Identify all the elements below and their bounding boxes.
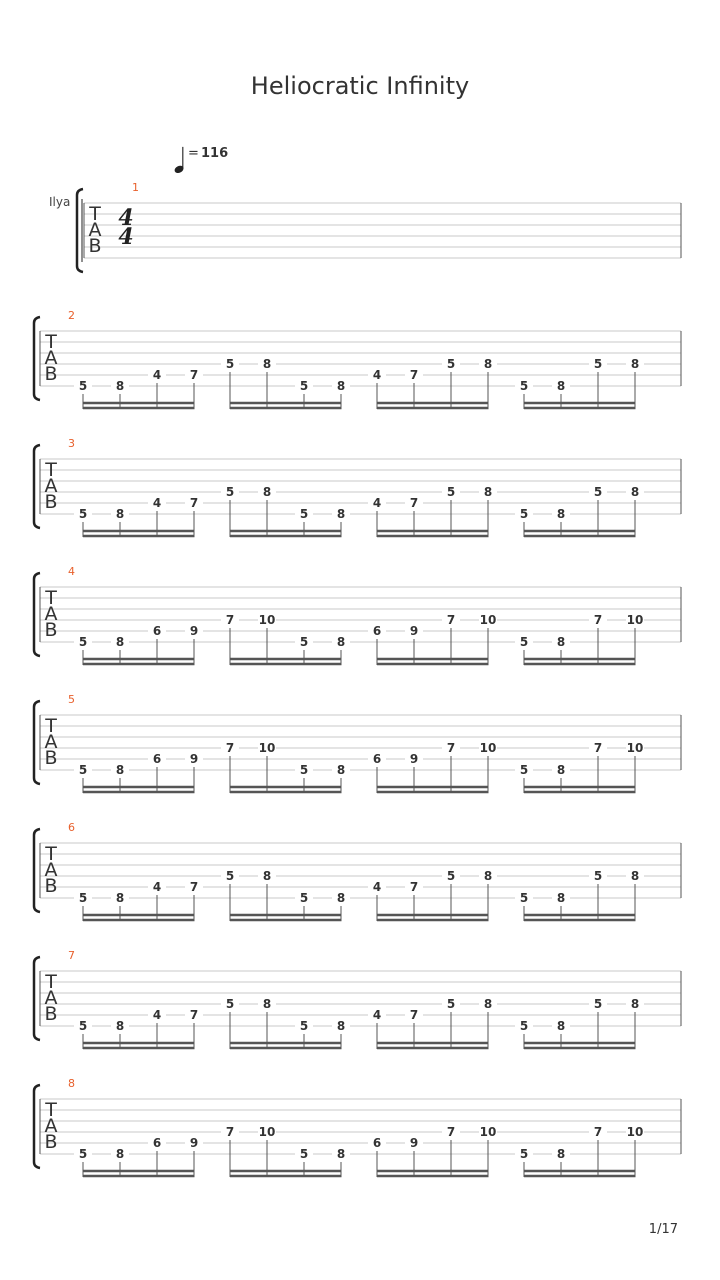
fret-number: 5 xyxy=(225,869,235,883)
tempo-value: 116 xyxy=(201,146,229,161)
fret-number: 5 xyxy=(519,1147,529,1161)
page-number: 1/17 xyxy=(648,1222,678,1237)
fret-number: 8 xyxy=(115,635,125,649)
fret-number: 5 xyxy=(446,485,456,499)
fret-number: 5 xyxy=(593,997,603,1011)
measure-number: 7 xyxy=(68,949,75,962)
fret-number: 5 xyxy=(299,1019,309,1033)
fret-number: 7 xyxy=(446,613,456,627)
tab-clef-letter: B xyxy=(44,875,58,897)
song-title: Heliocratic Infinity xyxy=(250,72,470,100)
fret-number: 8 xyxy=(556,379,566,393)
fret-number: 8 xyxy=(483,997,493,1011)
tab-clef-letter: B xyxy=(44,1003,58,1025)
fret-number: 4 xyxy=(152,1008,162,1022)
fret-number: 7 xyxy=(409,1008,419,1022)
fret-number: 10 xyxy=(258,613,276,627)
fret-number: 8 xyxy=(556,507,566,521)
tab-clef-letter: B xyxy=(88,235,102,257)
fret-number: 5 xyxy=(519,379,529,393)
fret-number: 4 xyxy=(372,880,382,894)
fret-number: 8 xyxy=(483,869,493,883)
fret-number: 5 xyxy=(519,1019,529,1033)
tempo-equals: = xyxy=(188,146,199,161)
tab-clef-letter: A xyxy=(44,987,58,1009)
measure-number: 3 xyxy=(68,437,75,450)
tab-clef-letter: B xyxy=(44,747,58,769)
fret-number: 7 xyxy=(593,613,603,627)
fret-number: 5 xyxy=(299,635,309,649)
fret-number: 8 xyxy=(262,869,272,883)
fret-number: 5 xyxy=(593,485,603,499)
time-signature-numerator: 4 xyxy=(118,205,134,231)
fret-number: 10 xyxy=(258,1125,276,1139)
fret-number: 6 xyxy=(152,624,162,638)
fret-number: 10 xyxy=(626,1125,644,1139)
fret-number: 10 xyxy=(479,741,497,755)
tab-clef-letter: B xyxy=(44,363,58,385)
fret-number: 4 xyxy=(152,496,162,510)
fret-number: 5 xyxy=(519,891,529,905)
fret-number: 4 xyxy=(152,880,162,894)
system-bracket xyxy=(34,829,40,912)
fret-number: 10 xyxy=(626,613,644,627)
measure-number: 6 xyxy=(68,821,75,834)
system-bracket xyxy=(34,701,40,784)
system-bracket xyxy=(34,445,40,528)
tab-clef-letter: T xyxy=(45,843,57,865)
tab-clef-letter: A xyxy=(44,731,58,753)
fret-number: 7 xyxy=(225,1125,235,1139)
fret-number: 9 xyxy=(409,1136,419,1150)
fret-number: 7 xyxy=(225,741,235,755)
fret-number: 5 xyxy=(593,869,603,883)
fret-number: 10 xyxy=(626,741,644,755)
fret-number: 8 xyxy=(630,869,640,883)
fret-number: 8 xyxy=(115,507,125,521)
fret-number: 8 xyxy=(336,763,346,777)
fret-number: 8 xyxy=(262,485,272,499)
fret-number: 4 xyxy=(372,368,382,382)
fret-number: 9 xyxy=(409,624,419,638)
fret-number: 7 xyxy=(409,368,419,382)
fret-number: 5 xyxy=(299,507,309,521)
tab-clef-letter: A xyxy=(44,1115,58,1137)
fret-number: 8 xyxy=(336,635,346,649)
fret-number: 8 xyxy=(483,485,493,499)
fret-number: 8 xyxy=(630,357,640,371)
fret-number: 5 xyxy=(446,997,456,1011)
fret-number: 5 xyxy=(78,507,88,521)
fret-number: 8 xyxy=(336,1147,346,1161)
fret-number: 7 xyxy=(189,1008,199,1022)
fret-number: 5 xyxy=(299,1147,309,1161)
tab-clef-letter: T xyxy=(45,971,57,993)
tab-clef-letter: T xyxy=(45,1099,57,1121)
fret-number: 4 xyxy=(152,368,162,382)
fret-number: 9 xyxy=(409,752,419,766)
fret-number: 5 xyxy=(299,763,309,777)
fret-number: 8 xyxy=(115,379,125,393)
fret-number: 4 xyxy=(372,1008,382,1022)
tab-clef-letter: T xyxy=(89,203,101,225)
time-signature-denominator: 4 xyxy=(118,224,134,250)
fret-number: 7 xyxy=(189,880,199,894)
fret-number: 6 xyxy=(152,1136,162,1150)
fret-number: 5 xyxy=(446,869,456,883)
fret-number: 8 xyxy=(556,635,566,649)
fret-number: 8 xyxy=(336,891,346,905)
fret-number: 7 xyxy=(593,741,603,755)
fret-number: 5 xyxy=(78,635,88,649)
fret-number: 5 xyxy=(78,1019,88,1033)
tab-clef-letter: B xyxy=(44,619,58,641)
fret-number: 8 xyxy=(262,997,272,1011)
measure-number: 2 xyxy=(68,309,75,322)
fret-number: 10 xyxy=(258,741,276,755)
tab-clef-letter: A xyxy=(44,347,58,369)
fret-number: 7 xyxy=(409,496,419,510)
fret-number: 4 xyxy=(372,496,382,510)
fret-number: 5 xyxy=(519,763,529,777)
fret-number: 7 xyxy=(189,368,199,382)
measure-number: 8 xyxy=(68,1077,75,1090)
tab-clef-letter: A xyxy=(44,475,58,497)
fret-number: 8 xyxy=(336,507,346,521)
fret-number: 5 xyxy=(225,997,235,1011)
fret-number: 5 xyxy=(225,357,235,371)
fret-number: 8 xyxy=(556,763,566,777)
fret-number: 8 xyxy=(556,1019,566,1033)
fret-number: 5 xyxy=(78,379,88,393)
fret-number: 10 xyxy=(479,613,497,627)
fret-number: 5 xyxy=(78,763,88,777)
fret-number: 8 xyxy=(262,357,272,371)
fret-number: 8 xyxy=(115,891,125,905)
fret-number: 5 xyxy=(225,485,235,499)
fret-number: 8 xyxy=(115,1019,125,1033)
fret-number: 5 xyxy=(299,891,309,905)
measure-number: 4 xyxy=(68,565,75,578)
fret-number: 6 xyxy=(372,624,382,638)
fret-number: 10 xyxy=(479,1125,497,1139)
fret-number: 8 xyxy=(336,1019,346,1033)
fret-number: 7 xyxy=(225,613,235,627)
fret-number: 5 xyxy=(519,507,529,521)
tab-clef-letter: T xyxy=(45,587,57,609)
fret-number: 5 xyxy=(78,891,88,905)
fret-number: 6 xyxy=(372,1136,382,1150)
fret-number: 8 xyxy=(336,379,346,393)
tab-clef-letter: T xyxy=(45,331,57,353)
tab-clef-letter: T xyxy=(45,715,57,737)
system-bracket xyxy=(34,957,40,1040)
fret-number: 8 xyxy=(115,763,125,777)
measure-number: 5 xyxy=(68,693,75,706)
tab-clef-letter: A xyxy=(44,603,58,625)
measure-number: 1 xyxy=(132,181,139,194)
fret-number: 7 xyxy=(409,880,419,894)
fret-number: 8 xyxy=(483,357,493,371)
system-bracket xyxy=(34,573,40,656)
tab-clef-letter: T xyxy=(45,459,57,481)
fret-number: 5 xyxy=(593,357,603,371)
fret-number: 6 xyxy=(152,752,162,766)
fret-number: 8 xyxy=(556,1147,566,1161)
tab-clef-letter: A xyxy=(88,219,102,241)
fret-number: 7 xyxy=(593,1125,603,1139)
fret-number: 7 xyxy=(446,1125,456,1139)
fret-number: 8 xyxy=(630,997,640,1011)
fret-number: 5 xyxy=(78,1147,88,1161)
fret-number: 6 xyxy=(372,752,382,766)
fret-number: 9 xyxy=(189,624,199,638)
fret-number: 7 xyxy=(189,496,199,510)
fret-number: 7 xyxy=(446,741,456,755)
fret-number: 9 xyxy=(189,1136,199,1150)
system-bracket xyxy=(34,1085,40,1168)
instrument-name: Ilya xyxy=(49,195,71,209)
fret-number: 5 xyxy=(299,379,309,393)
fret-number: 5 xyxy=(446,357,456,371)
system-bracket xyxy=(34,317,40,400)
tab-clef-letter: A xyxy=(44,859,58,881)
tab-clef-letter: B xyxy=(44,1131,58,1153)
tab-clef-letter: B xyxy=(44,491,58,513)
fret-number: 8 xyxy=(115,1147,125,1161)
fret-number: 8 xyxy=(630,485,640,499)
fret-number: 5 xyxy=(519,635,529,649)
fret-number: 8 xyxy=(556,891,566,905)
fret-number: 9 xyxy=(189,752,199,766)
